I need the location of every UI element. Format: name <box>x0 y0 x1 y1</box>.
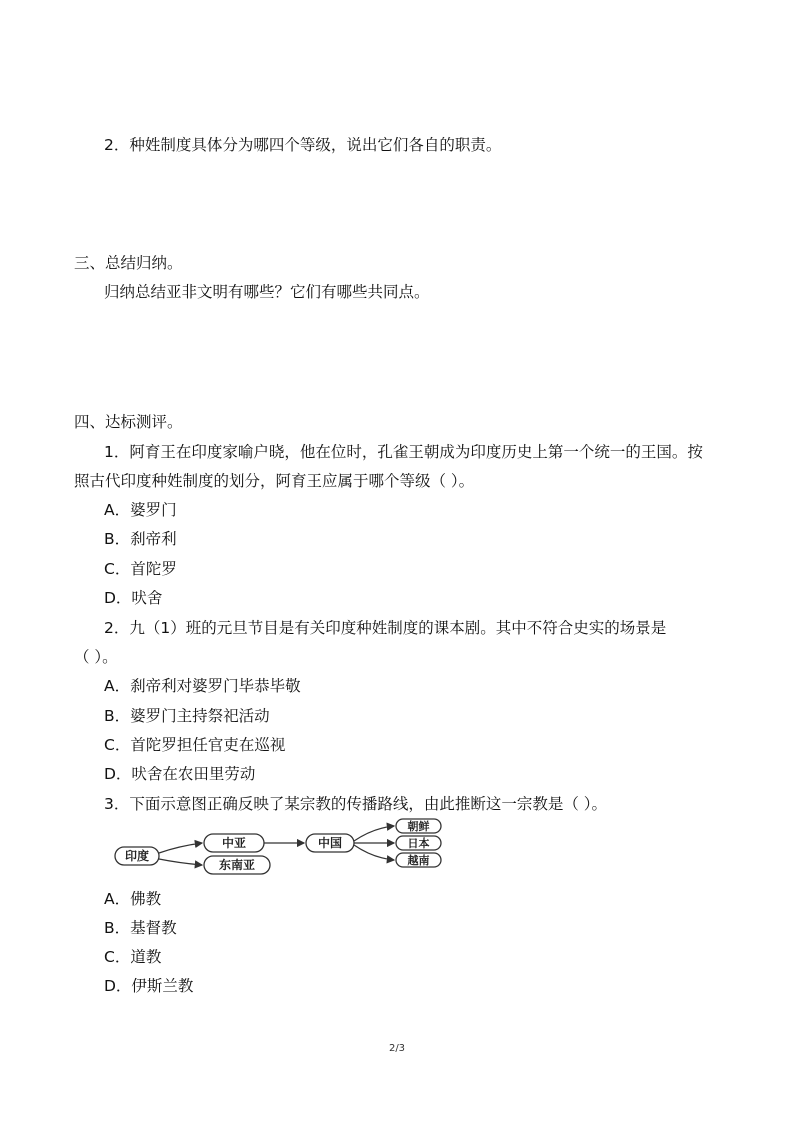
q2-option-d: D．吠舍在农田里劳动 <box>104 765 256 783</box>
religion-spread-diagram <box>113 816 445 876</box>
node-middle-bottom-label: 东南亚 <box>218 858 256 872</box>
q1-option-c: C．首陀罗 <box>104 560 177 578</box>
node-destination-1-label: 朝鲜 <box>407 820 430 833</box>
arrow-origin-to-middle-top <box>159 843 202 853</box>
arrow-hub-to-destination-3 <box>354 845 394 860</box>
node-origin <box>115 847 159 865</box>
question-2-prompt: 2．种姓制度具体分为哪四个等级，说出它们各自的职责。 <box>104 136 502 154</box>
section-3-heading: 三、总结归纳。 <box>74 254 183 272</box>
q1-line-2: 照古代印度种姓制度的划分，阿育王应属于哪个等级（ ）。 <box>74 472 475 490</box>
section-4-heading: 四、达标测评。 <box>74 413 183 431</box>
q3-line-1: 3．下面示意图正确反映了某宗教的传播路线，由此推断这一宗教是（ ）。 <box>104 795 608 813</box>
diagram-svg <box>113 816 445 876</box>
q3-option-d: D．伊斯兰教 <box>104 977 194 995</box>
page-number: 2/3 <box>388 1043 406 1054</box>
node-middle-bottom <box>204 856 270 874</box>
node-destination-2 <box>396 836 441 850</box>
section-3-prompt: 归纳总结亚非文明有哪些？它们有哪些共同点。 <box>104 283 430 301</box>
q2-option-b: B．婆罗门主持祭祀活动 <box>104 707 270 725</box>
node-middle-top-label: 中亚 <box>221 836 247 850</box>
node-middle-top <box>204 834 264 852</box>
node-hub-label: 中国 <box>317 836 343 850</box>
node-hub <box>306 834 354 852</box>
q1-option-b: B．刹帝利 <box>104 530 177 548</box>
node-origin-label: 印度 <box>124 849 150 863</box>
q3-option-a: A．佛教 <box>104 890 162 908</box>
node-destination-2-label: 日本 <box>407 837 430 850</box>
q3-option-b: B．基督教 <box>104 919 177 937</box>
arrow-origin-to-middle-bottom <box>159 859 202 865</box>
q1-option-d: D．吠舍 <box>104 589 163 607</box>
arrow-hub-to-destination-1 <box>354 826 394 841</box>
q2-option-c: C．首陀罗担任官吏在巡视 <box>104 736 286 754</box>
q2-line-2: （ ）。 <box>74 648 118 666</box>
node-destination-3-label: 越南 <box>407 854 430 867</box>
q2-line-1: 2．九（1）班的元旦节目是有关印度种姓制度的课本剧。其中不符合史实的场景是 <box>104 619 667 637</box>
node-destination-1 <box>396 819 441 833</box>
q3-option-c: C．道教 <box>104 948 162 966</box>
q1-line-1: 1．阿育王在印度家喻户晓，他在位时，孔雀王朝成为印度历史上第一个统一的王国。按 <box>104 443 703 461</box>
q1-option-a: A．婆罗门 <box>104 501 177 519</box>
node-destination-3 <box>396 853 441 867</box>
q2-option-a: A．刹帝利对婆罗门毕恭毕敬 <box>104 677 301 695</box>
